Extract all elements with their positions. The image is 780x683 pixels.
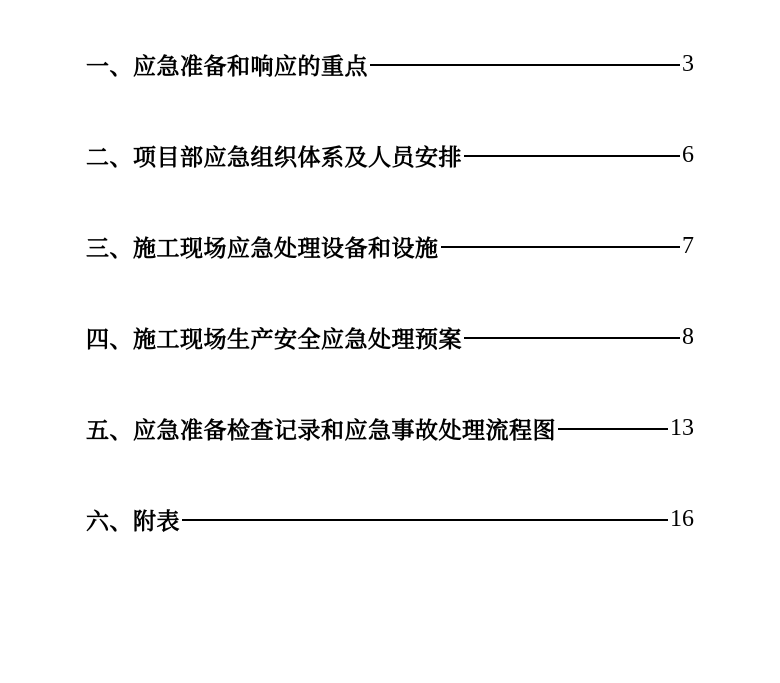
toc-page-number: 6 xyxy=(682,141,694,168)
toc-leader-line xyxy=(441,246,681,248)
toc-leader-line xyxy=(464,337,680,339)
toc-leader-line xyxy=(558,428,668,430)
toc-entry-4[interactable] xyxy=(86,319,694,355)
toc-entry-2[interactable] xyxy=(86,137,694,173)
toc-leader-line xyxy=(370,64,680,66)
toc-leader-line xyxy=(182,519,668,521)
toc-page-number: 7 xyxy=(682,232,694,259)
toc-entry-title: 四、施工现场生产安全应急处理预案 xyxy=(86,325,462,353)
toc-entry-1[interactable] xyxy=(86,46,694,82)
toc-page-number: 16 xyxy=(670,505,694,532)
toc-entry-6[interactable] xyxy=(86,501,694,537)
toc-entry-title: 三、施工现场应急处理设备和设施 xyxy=(86,234,439,262)
toc-leader-line xyxy=(464,155,680,157)
toc-entry-3[interactable] xyxy=(86,228,694,264)
toc-entry-title: 二、项目部应急组织体系及人员安排 xyxy=(86,143,462,171)
toc-page-number: 13 xyxy=(670,414,694,441)
table-of-contents xyxy=(86,46,694,592)
toc-entry-title: 五、应急准备检查记录和应急事故处理流程图 xyxy=(86,416,556,444)
toc-page-number: 3 xyxy=(682,50,694,77)
toc-entry-title: 六、附表 xyxy=(86,507,180,535)
toc-entry-title: 一、应急准备和响应的重点 xyxy=(86,52,368,80)
toc-page-number: 8 xyxy=(682,323,694,350)
toc-entry-5[interactable] xyxy=(86,410,694,446)
